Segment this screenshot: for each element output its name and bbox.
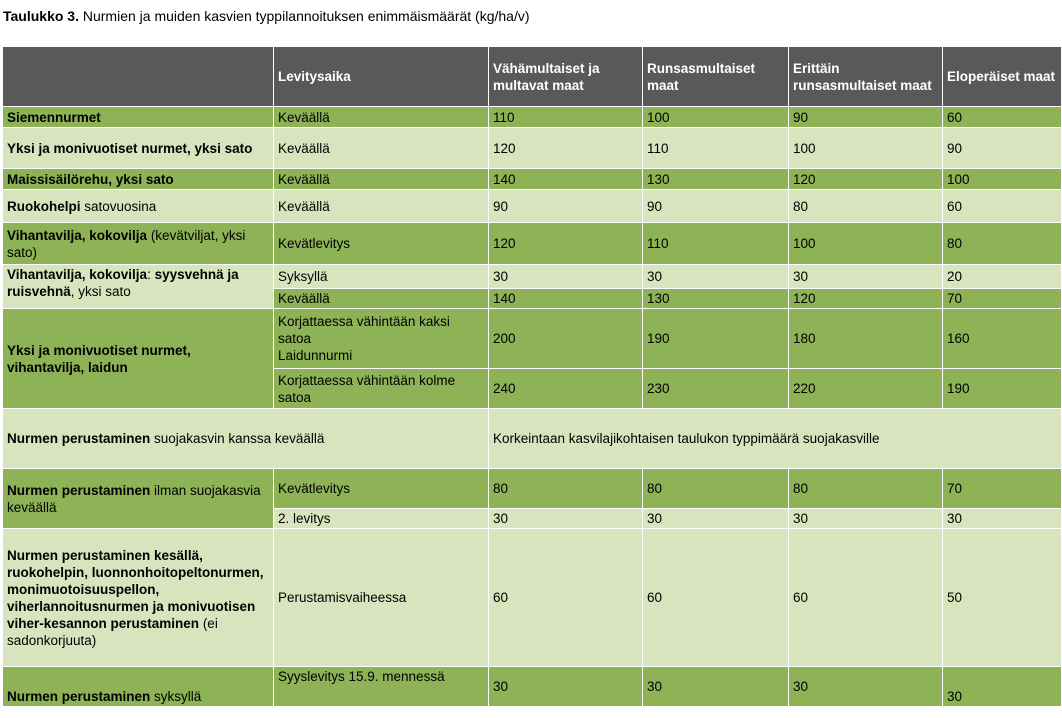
table-row <box>3 128 1062 169</box>
time-cell: Keväällä <box>274 107 489 128</box>
value-cell: 90 <box>489 190 643 223</box>
value-cell: 30 <box>643 509 789 529</box>
header-vahamultaiset: Vähämultaiset ja multavat maat <box>489 47 643 107</box>
value-cell: 100 <box>789 223 943 265</box>
value-cell: 140 <box>489 169 643 190</box>
value-cell: 100 <box>643 107 789 128</box>
caption-text: Nurmien ja muiden kasvien typpilannoituksen enimmäismäärät (kg/ha/v) <box>82 8 530 24</box>
value-cell: 230 <box>643 369 789 409</box>
table-row <box>3 265 1062 289</box>
value-cell: 30 <box>943 509 1062 529</box>
value-cell: 190 <box>643 309 789 369</box>
table-row <box>3 309 1062 369</box>
value-cell: 110 <box>643 223 789 265</box>
value-cell: 180 <box>789 309 943 369</box>
value-cell: 240 <box>489 369 643 409</box>
crop-cell: Ruokohelpi satovuosina <box>3 190 274 223</box>
value-cell: 80 <box>789 190 943 223</box>
time-cell: Keväällä <box>274 289 489 309</box>
value-cell: 140 <box>489 289 643 309</box>
value-cell: 60 <box>643 529 789 667</box>
value-cell: 20 <box>943 265 1062 289</box>
value-cell: 30 <box>489 265 643 289</box>
crop-cell: Siemennurmet <box>3 107 274 128</box>
header-row <box>3 47 1062 107</box>
value-cell: 200 <box>489 309 643 369</box>
table-row <box>3 223 1062 265</box>
header-crop <box>3 47 274 107</box>
value-cell: 60 <box>489 529 643 667</box>
value-cell: 100 <box>789 128 943 169</box>
value-cell: 120 <box>789 169 943 190</box>
value-cell: 70 <box>943 289 1062 309</box>
time-cell: Syksyllä <box>274 265 489 289</box>
time-cell: Keväällä <box>274 169 489 190</box>
crop-cell: Nurmen perustaminen syksyllä <box>3 667 274 707</box>
time-cell: Korjattaessa vähintään kaksi satoa Laidunnurmi <box>274 309 489 369</box>
value-cell: 190 <box>943 369 1062 409</box>
note-cell: Korkeintaan kasvilajikohtaisen taulukon typpimäärä suojakasville <box>489 409 1062 469</box>
table-row <box>3 667 1062 707</box>
value-cell: 30 <box>489 509 643 529</box>
header-levitysaika: Levitysaika <box>274 47 489 107</box>
header-erittain-runsasmultaiset: Erittäin runsasmultaiset maat <box>789 47 943 107</box>
value-cell: 120 <box>489 128 643 169</box>
table-row <box>3 169 1062 190</box>
table-row <box>3 107 1062 128</box>
value-cell: 80 <box>643 469 789 509</box>
value-cell: 80 <box>943 223 1062 265</box>
crop-cell: Vihantavilja, kokovilja (kevätviljat, yksi sato) <box>3 223 274 265</box>
time-cell: Keväällä <box>274 128 489 169</box>
value-cell: 60 <box>943 190 1062 223</box>
value-cell: 80 <box>489 469 643 509</box>
value-cell: 110 <box>489 107 643 128</box>
value-cell: 30 <box>789 509 943 529</box>
value-cell: 100 <box>943 169 1062 190</box>
crop-cell: Nurmen perustaminen ilman suojakasvia keväällä <box>3 469 274 529</box>
table-row <box>3 409 1062 469</box>
time-cell: Keväällä <box>274 190 489 223</box>
table-caption <box>3 8 530 24</box>
value-cell: 120 <box>789 289 943 309</box>
value-cell: 30 <box>789 667 943 707</box>
value-cell: 220 <box>789 369 943 409</box>
value-cell: 90 <box>643 190 789 223</box>
time-cell: Kevätlevitys <box>274 223 489 265</box>
value-cell: 30 <box>489 667 643 707</box>
value-cell: 30 <box>643 265 789 289</box>
time-cell: Syyslevitys 15.9. mennessä <box>274 667 489 707</box>
time-cell: 2. levitys <box>274 509 489 529</box>
caption-label: Taulukko 3. <box>3 8 79 24</box>
value-cell: 160 <box>943 309 1062 369</box>
crop-cell: Nurmen perustaminen suojakasvin kanssa keväällä <box>3 409 489 469</box>
value-cell: 60 <box>943 107 1062 128</box>
crop-cell: Yksi ja monivuotiset nurmet, vihantavilja, laidun <box>3 309 274 409</box>
value-cell: 50 <box>943 529 1062 667</box>
table-row <box>3 529 1062 667</box>
value-cell: 80 <box>789 469 943 509</box>
crop-cell: Nurmen perustaminen kesällä, ruokohelpin, luonnonhoitopeltonurmen, monimuotoisuuspellon, viherlannoitusnurmen ja monivuotisen viher-kesannon perustaminen (ei sadonkorjuuta) <box>3 529 274 667</box>
table-row <box>3 190 1062 223</box>
table-row <box>3 469 1062 509</box>
time-cell: Perustamisvaiheessa <box>274 529 489 667</box>
crop-cell: Maissisäilörehu, yksi sato <box>3 169 274 190</box>
nitrogen-table <box>2 46 1062 707</box>
value-cell: 90 <box>789 107 943 128</box>
value-cell: 30 <box>643 667 789 707</box>
value-cell: 110 <box>643 128 789 169</box>
value-cell: 90 <box>943 128 1062 169</box>
value-cell: 60 <box>789 529 943 667</box>
value-cell: 130 <box>643 169 789 190</box>
value-cell: 70 <box>943 469 1062 509</box>
crop-cell: Yksi ja monivuotiset nurmet, yksi sato <box>3 128 274 169</box>
header-runsasmultaiset: Runsasmultaiset maat <box>643 47 789 107</box>
time-cell: Korjattaessa vähintään kolme satoa <box>274 369 489 409</box>
value-cell: 120 <box>489 223 643 265</box>
value-cell: 30 <box>943 667 1062 707</box>
value-cell: 130 <box>643 289 789 309</box>
header-eloperaiset: Eloperäiset maat <box>943 47 1062 107</box>
value-cell: 30 <box>789 265 943 289</box>
time-cell: Kevätlevitys <box>274 469 489 509</box>
crop-cell: Vihantavilja, kokovilja: syysvehnä ja ruisvehnä, yksi sato <box>3 265 274 309</box>
